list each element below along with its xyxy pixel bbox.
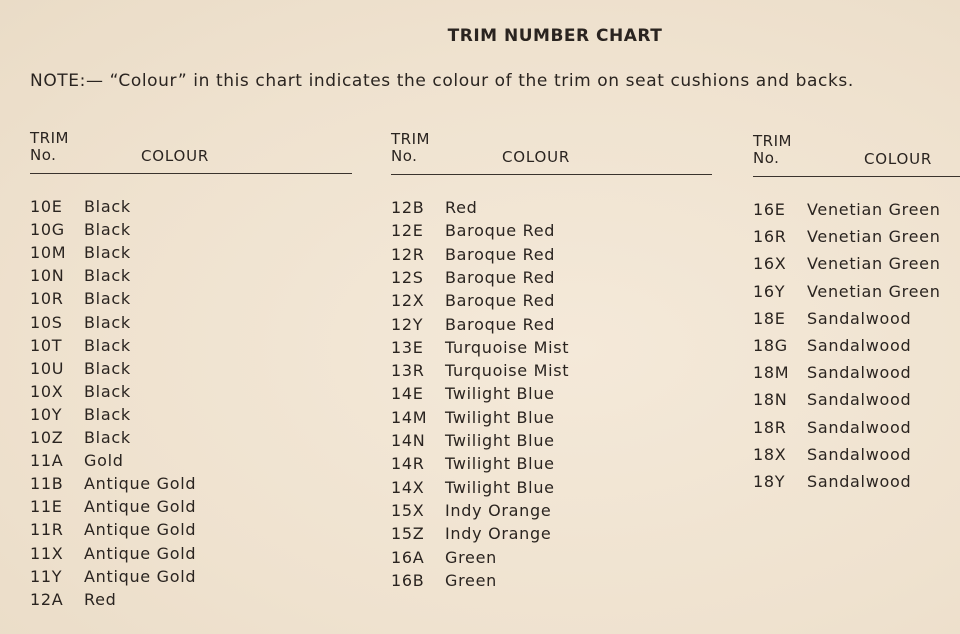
trim-colour: Black [84, 335, 131, 355]
trim-colour: Black [84, 404, 131, 424]
note-text: “Colour” in this chart indicates the colour of the trim on seat cushions and backs. [109, 71, 854, 91]
trim-code: 10M [30, 243, 67, 263]
trim-colour: Black [84, 243, 131, 263]
trim-colour: Indy Orange [445, 500, 552, 520]
trim-colour: Sandalwood [807, 308, 912, 328]
trim-column-1 [30, 129, 352, 609]
trim-colour: Sandalwood [807, 363, 912, 383]
trim-colour: Indy Orange [445, 524, 552, 544]
trim-row [753, 445, 911, 465]
trim-code: 18N [753, 390, 788, 410]
trim-number-header [753, 133, 792, 167]
trim-colour: Antique Gold [84, 474, 197, 494]
trim-colour: Venetian Green [807, 254, 941, 274]
colour-header: COLOUR [502, 148, 571, 166]
trim-row [391, 431, 555, 451]
trim-code: 18X [753, 444, 787, 464]
trim-colour: Twilight Blue [445, 477, 555, 497]
trim-code: 14M [391, 407, 428, 427]
trim-code: 14N [391, 431, 426, 450]
trim-colour: Baroque Red [445, 267, 556, 287]
trim-colour: Baroque Red [445, 244, 556, 264]
trim-colour: Black [84, 266, 131, 286]
trim-row [30, 220, 131, 240]
trim-colour: Baroque Red [445, 221, 556, 241]
trim-colour: Sandalwood [807, 336, 912, 355]
trim-colour: Venetian Green [807, 200, 941, 219]
trim-row [30, 497, 196, 517]
trim-colour: Turquoise Mist [445, 337, 570, 357]
trim-colour: Sandalwood [807, 444, 912, 464]
trim-row [753, 390, 911, 410]
trim-row [391, 571, 497, 591]
trim-row [30, 359, 131, 379]
trim-code: 12A [30, 589, 64, 609]
trim-colour: Sandalwood [807, 417, 912, 437]
trim-code: 18M [753, 363, 790, 383]
trim-row [753, 472, 911, 492]
trim-code: 10G [30, 220, 65, 240]
trim-code: 13R [391, 361, 425, 381]
trim-colour: Black [84, 312, 131, 332]
trim-row [30, 289, 131, 309]
trim-code: 18E [753, 308, 786, 328]
trim-code: 10T [30, 335, 63, 355]
trim-code: 10Y [30, 404, 63, 424]
trim-colour: Black [84, 358, 131, 378]
trim-colour: Red [445, 198, 478, 217]
trim-row [391, 524, 551, 544]
trim-number-header [30, 130, 69, 164]
trim-code: 16B [391, 570, 425, 590]
trim-code: 14X [391, 477, 425, 497]
trim-colour: Black [84, 428, 131, 447]
trim-column-2 [391, 130, 712, 590]
trim-colour: Antique Gold [84, 543, 197, 563]
trim-code: 12E [391, 221, 424, 241]
trim-row [753, 309, 911, 329]
trim-colour: Green [445, 570, 497, 590]
trim-row [30, 520, 196, 540]
trim-row [753, 200, 941, 220]
trim-colour: Green [445, 547, 497, 567]
trim-row [391, 315, 555, 335]
trim-row [391, 454, 555, 474]
trim-row [753, 363, 911, 383]
trim-colour: Red [84, 589, 117, 609]
trim-colour: Black [84, 220, 131, 240]
trim-colour: Venetian Green [807, 281, 941, 301]
trim-code: 13E [391, 337, 424, 357]
trim-row [30, 567, 196, 587]
trim-row [30, 428, 131, 448]
trim-code: 11X [30, 543, 64, 563]
trim-row [391, 501, 551, 521]
trim-header-line2: No. [753, 149, 780, 167]
trim-row [30, 544, 196, 564]
trim-code: 10N [30, 266, 65, 286]
trim-colour: Black [84, 197, 131, 216]
trim-row [753, 336, 911, 356]
trim-colour: Turquoise Mist [445, 361, 570, 381]
trim-code: 12B [391, 198, 425, 217]
trim-row [753, 254, 941, 274]
trim-code: 12X [391, 291, 425, 311]
column-header [391, 131, 712, 175]
trim-row [30, 197, 131, 217]
trim-code: 11B [30, 474, 64, 494]
trim-code: 14E [391, 384, 424, 404]
trim-column-3 [753, 132, 960, 491]
trim-code: 10X [30, 381, 64, 401]
trim-colour: Venetian Green [807, 227, 941, 247]
trim-row [753, 418, 911, 438]
colour-header: COLOUR [864, 150, 933, 168]
trim-row [391, 361, 569, 381]
trim-code: 11R [30, 520, 64, 540]
trim-code: 11E [30, 497, 63, 517]
trim-row [753, 227, 941, 247]
trim-colour: Black [84, 381, 131, 401]
trim-code: 12R [391, 244, 425, 264]
trim-header-line1: TRIM [391, 130, 430, 148]
trim-code: 16E [753, 200, 786, 219]
trim-row [391, 478, 555, 498]
trim-code: 16X [753, 254, 787, 274]
trim-code: 15X [391, 500, 425, 520]
trim-code: 11Y [30, 566, 63, 586]
trim-code: 10E [30, 197, 63, 216]
trim-row [30, 405, 131, 425]
trim-colour: Twilight Blue [445, 384, 555, 404]
trim-code: 14R [391, 454, 425, 474]
trim-colour: Sandalwood [807, 472, 912, 491]
trim-code: 10R [30, 289, 64, 309]
trim-code: 18Y [753, 472, 786, 491]
trim-colour: Black [84, 289, 131, 309]
trim-code: 12S [391, 267, 424, 287]
trim-row [30, 451, 124, 471]
trim-code: 18R [753, 417, 787, 437]
trim-colour: Twilight Blue [445, 454, 555, 474]
trim-header-line2: No. [391, 147, 418, 165]
trim-header-line1: TRIM [30, 129, 69, 147]
trim-colour: Antique Gold [84, 520, 197, 540]
trim-colour: Antique Gold [84, 497, 197, 517]
trim-row [391, 384, 555, 404]
trim-row [30, 243, 131, 263]
column-header [753, 133, 960, 177]
trim-code: 10S [30, 312, 63, 332]
trim-number-header [391, 131, 430, 165]
trim-row [30, 590, 117, 610]
trim-row [30, 313, 131, 333]
trim-colour: Gold [84, 451, 124, 471]
trim-row [391, 338, 569, 358]
trim-row [30, 336, 131, 356]
trim-code: 11A [30, 451, 64, 471]
trim-code: 18G [753, 336, 788, 355]
page-title: TRIM NUMBER CHART [447, 26, 663, 46]
trim-colour: Sandalwood [807, 390, 912, 410]
colour-header: COLOUR [141, 147, 210, 165]
trim-header-line1: TRIM [753, 132, 792, 150]
trim-code: 16Y [753, 281, 786, 301]
trim-row [391, 548, 497, 568]
trim-row [30, 382, 131, 402]
trim-colour: Baroque Red [445, 314, 556, 334]
trim-colour: Twilight Blue [445, 407, 555, 427]
trim-row [753, 282, 941, 302]
trim-colour: Baroque Red [445, 291, 556, 311]
trim-row [391, 268, 555, 288]
trim-colour: Twilight Blue [445, 431, 555, 450]
trim-row [391, 245, 555, 265]
trim-code: 12Y [391, 314, 424, 334]
trim-row [30, 474, 196, 494]
note-line [30, 71, 854, 91]
trim-row [391, 221, 555, 241]
trim-colour: Antique Gold [84, 566, 197, 586]
trim-row [391, 198, 478, 218]
trim-code: 16R [753, 227, 787, 247]
trim-row [30, 266, 131, 286]
trim-code: 16A [391, 547, 425, 567]
note-lead: NOTE:— [30, 71, 104, 91]
trim-code: 10U [30, 358, 65, 378]
trim-header-line2: No. [30, 146, 57, 164]
trim-row [391, 408, 555, 428]
trim-code: 15Z [391, 524, 425, 544]
trim-row [391, 291, 555, 311]
column-header [30, 130, 352, 174]
trim-code: 10Z [30, 428, 64, 447]
